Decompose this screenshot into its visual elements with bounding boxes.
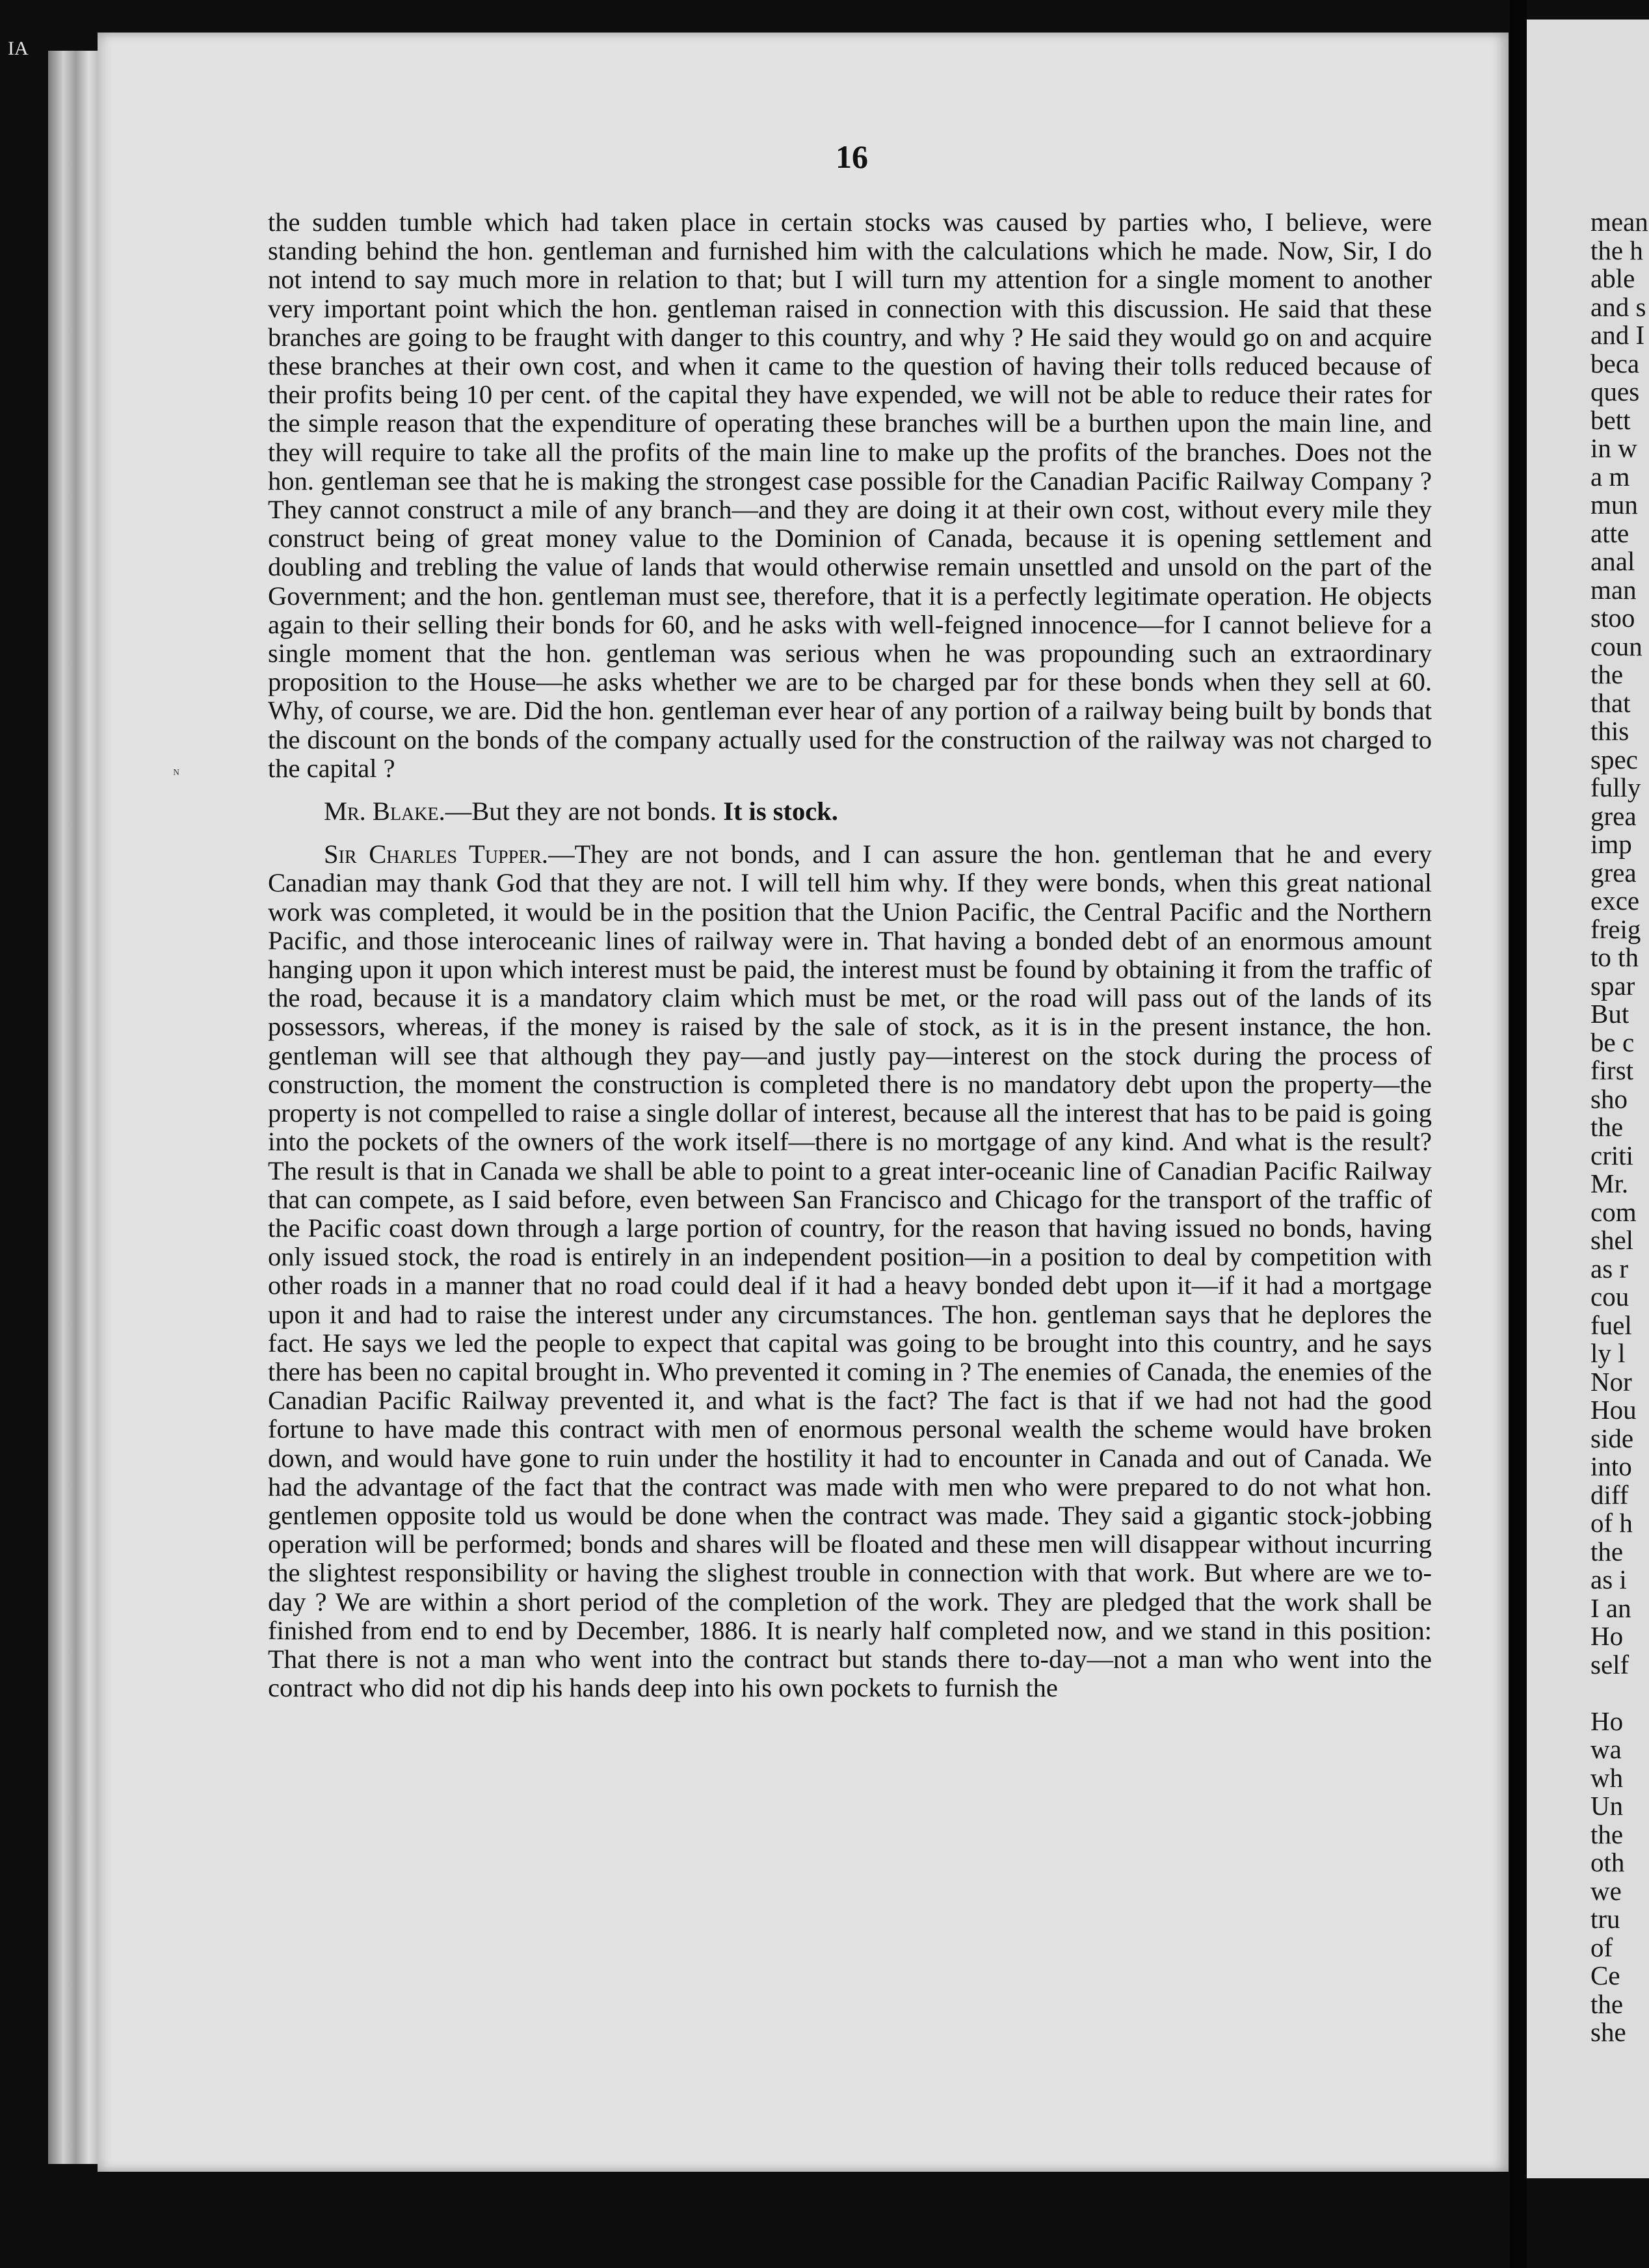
next-page-fragment: Ho xyxy=(1590,1706,1624,1736)
next-page-fragment: she xyxy=(1590,2017,1626,2047)
next-page-fragment: mean xyxy=(1590,207,1648,237)
next-page-text-fragments xyxy=(1590,208,1649,2047)
next-page-fragment: grea xyxy=(1590,800,1637,831)
next-page-fragment: the xyxy=(1590,659,1624,689)
margin-mark: ᴺ xyxy=(173,766,180,782)
next-page-fragment: the xyxy=(1590,1988,1624,2019)
next-page-fragment: tru xyxy=(1590,1904,1620,1934)
next-page-fragment: I an xyxy=(1590,1592,1631,1623)
next-page-fragment: Ho xyxy=(1590,1621,1624,1651)
next-page-fragment: coun xyxy=(1590,631,1642,661)
text-column xyxy=(268,208,1432,1702)
page-number: 16 xyxy=(836,138,868,175)
next-page-fragment xyxy=(1590,1679,1649,1708)
next-page-fragment: able xyxy=(1590,263,1635,293)
next-page-fragment: side xyxy=(1590,1423,1634,1453)
next-page-fragment: as r xyxy=(1590,1253,1629,1284)
next-page-fragment: to th xyxy=(1590,942,1639,972)
scan-mark: IA xyxy=(8,38,29,59)
next-page-fragment: this xyxy=(1590,716,1629,746)
next-page-fragment: wh xyxy=(1590,1762,1624,1793)
next-page-fragment: a m xyxy=(1590,461,1630,492)
next-page-fragment: spec xyxy=(1590,744,1638,774)
next-page-fragment: of h xyxy=(1590,1508,1633,1538)
reply-paragraph xyxy=(268,840,1432,1702)
next-page-fragment: and s xyxy=(1590,291,1646,322)
next-page-fragment: we xyxy=(1590,1875,1622,1906)
next-page-fragment: anal xyxy=(1590,546,1635,576)
next-page-fragment: imp xyxy=(1590,829,1632,859)
paragraph-continuation: the sudden tumble which had taken place in certain stocks was caused by parties who, I believe, were standing behind the hon. gentleman and furnished him with the calculations which he made. Now, Sir, I do not intend to say much more in relation to that; but I will turn my attention for a single moment to another very important point which the hon. gentleman raised in connection with this discussion. He said that these branches are going to be fraught with danger to this country, and why ? He said they would go on and acquire these branches at their own cost, and when it came to the question of having their tolls reduced because of their profits being 10 per cent. of the capital they have expended, we will not be able to reduce their rates for the simple reason that the expenditure of operating these branches will be a burthen upon the main line, and they will require to take all the profits of the main line to make up the profits of the branches. Does not the hon. gentleman see that he is making the strongest case possible for the Canadian Pacific Railway Company ? They cannot construct a mile of any branch—and they are doing it at their own cost, without every mile they construct being of great money value to the Dominion of Canada, because it is opening settlement and doubling and trebling the value of lands that would otherwise remain unsettled and unsold on the part of the Government; and the hon. gentleman must see, therefore, that it is a perfectly legitimate operation. He objects again to their selling their bonds for 60, and he asks with well-feigned innocence—for I cannot believe for a single moment that the hon. gentleman was serious when he was propounding such an extraordinary proposition to the House—he asks whether we are to be charged par for these bonds when they sell at 60. Why, of course, we are. Did the hon. gentleman ever hear of any portion of a railway being built by bonds that the discount on the bonds of the company actually used for the construction of the railway was not charged to the capital ? xyxy=(268,207,1432,783)
next-page-fragment: wa xyxy=(1590,1734,1622,1764)
book-binding-edge xyxy=(48,51,99,2164)
interjection-text: —But they are not bonds. xyxy=(445,797,717,826)
next-page-fragment: exce xyxy=(1590,886,1640,916)
speaker-name: Sir Charles Tupper. xyxy=(324,839,549,869)
next-page-fragment: the xyxy=(1590,1536,1624,1566)
next-page-fragment: and I xyxy=(1590,320,1645,350)
next-page-fragment: bett xyxy=(1590,404,1631,435)
next-page-fragment: beca xyxy=(1590,348,1640,378)
next-page-fragment: diff xyxy=(1590,1479,1629,1510)
next-page-fragment: be c xyxy=(1590,1027,1635,1057)
next-page-fragment: fully xyxy=(1590,772,1641,802)
next-page-fragment: fuel xyxy=(1590,1310,1632,1340)
next-page-fragment: Hou xyxy=(1590,1395,1637,1425)
reply-text: —They are not bonds, and I can assure the hon. gentleman that he and every Canadian may thank God that they are not. I will tell him why. If they were bonds, when this great national work was completed, it would be in the position that the Union Pacific, the Central Pacific and the Northern Pacific, and those interoceanic lines of railway were in. That having a bonded debt of an enormous amount hanging upon it upon which interest must be paid, the interest must be found by obtaining it from the traffic of the road, because it is a mandatory claim which must be met, or the road will pass out of the lands of its possessors, whereas, if the money is raised by the sale of stock, as it is in the present instance, the hon. gentleman will see that although they pay—and justly pay—interest on the stock during the process of construction, the moment the construction is completed there is no mandatory debt upon the property—the property is not compelled to raise a single dollar of interest, because all the interest that has to be paid is going into the pockets of the owners of the work itself—there is no mortgage of any kind. And what is the result? The result is that in Canada we shall be able to point to a great inter-oceanic line of Canadian Pacific Railway that can compete, as I said before, even between San Francisco and Chicago for the transport of the traffic of the Pacific coast down through a large portion of country, for the reason that having issued no bonds, having only issued stock, the road is entirely in an independent position—in a position to deal by competition with other roads in a manner that no road could deal if it had a heavy bonded debt upon it—if it had a mortgage upon it and had to raise the interest under any circumstances. The hon. gentleman says that he deplores the fact. He says we led the people to expect that capital was going to be brought into this country, and he says there has been no capital brought in. Who prevented it coming in ? The enemies of Canada, the enemies of the Canadian Pacific Railway prevented it, and what is the fact? The fact is that if we had not had the good fortune to have made this contract with men of enormous personal wealth the scheme would have broken down, and would have gone to ruin under the hostility it had to encounter in Canada and out of Canada. We had the advantage of the fact that the contract was made with men who were prepared to do not what hon. gentlemen opposite told us would be done when the contract was made. They said a gigantic stock-jobbing operation will be performed; bonds and shares will be floated and these men will disappear without incurring the slightest responsibility or having the slighest trouble in connection with that work. But where are we to-day ? We are within a short period of the completion of the work. They are pledged that the work shall be finished from end to end by December, 1886. It is nearly half completed now, and we stand in this position: That there is not a man who went into the contract but stands there to-day—not a man who went into the contract who did not dip his hands deep into his own pockets to furnish the xyxy=(268,839,1432,1703)
next-page-fragment: Un xyxy=(1590,1791,1624,1821)
next-page-fragment: cou xyxy=(1590,1282,1629,1312)
next-page-fragment: Ce xyxy=(1590,1960,1620,1990)
next-page-fragment: into xyxy=(1590,1451,1632,1481)
next-page-fragment: mun xyxy=(1590,490,1638,520)
next-page-fragment: ques xyxy=(1590,376,1640,406)
next-page-fragment: of xyxy=(1590,1932,1613,1962)
next-page-fragment: Mr. xyxy=(1590,1168,1629,1198)
next-page-fragment: ly l xyxy=(1590,1338,1626,1368)
next-page-fragment: as i xyxy=(1590,1564,1627,1594)
next-page-fragment: the xyxy=(1590,1819,1624,1849)
next-page-fragment: freig xyxy=(1590,914,1641,944)
next-page-fragment: the xyxy=(1590,1112,1624,1142)
next-page-fragment: stoo xyxy=(1590,603,1635,633)
next-page-fragment: Nor xyxy=(1590,1366,1632,1397)
page-gutter xyxy=(1510,0,1527,2268)
next-page-fragment: grea xyxy=(1590,857,1637,888)
next-page-fragment: in w xyxy=(1590,433,1637,463)
next-page-fragment: that xyxy=(1590,687,1631,718)
next-page-fragment: criti xyxy=(1590,1140,1634,1170)
next-page-fragment: self xyxy=(1590,1649,1629,1680)
next-page-fragment: atte xyxy=(1590,518,1629,548)
next-page-fragment: com xyxy=(1590,1196,1637,1227)
next-page-fragment: first xyxy=(1590,1055,1634,1085)
interjection-paragraph xyxy=(268,797,1432,826)
next-page-fragment: the h xyxy=(1590,235,1643,265)
next-page-fragment: spar xyxy=(1590,970,1635,1001)
interjection-emphasis: It is stock. xyxy=(723,797,838,826)
next-page-fragment: man xyxy=(1590,574,1637,605)
next-page-fragment: But xyxy=(1590,999,1629,1029)
speaker-name: Mr. Blake. xyxy=(324,797,445,826)
next-page-fragment: sho xyxy=(1590,1083,1628,1114)
next-page-fragment: oth xyxy=(1590,1847,1625,1877)
right-page-fragment xyxy=(1527,20,1649,2178)
next-page-fragment: shel xyxy=(1590,1225,1634,1255)
